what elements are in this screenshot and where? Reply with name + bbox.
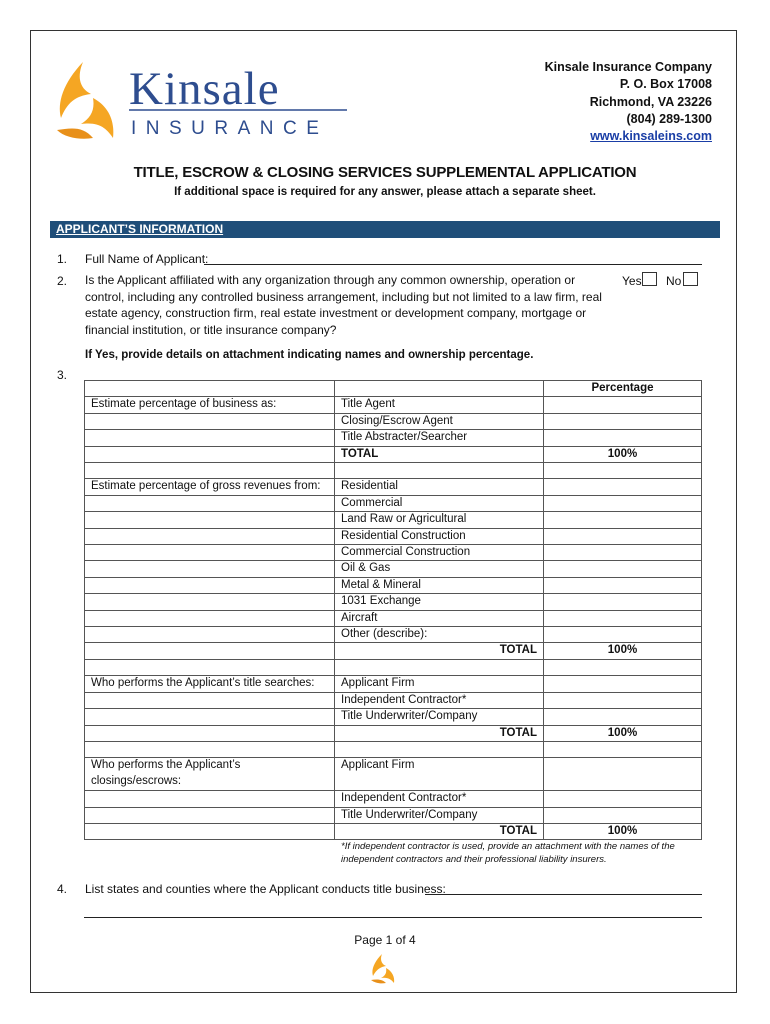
footer-logo-mark (368, 952, 402, 984)
table-row (85, 610, 702, 626)
logo-word-kinsale: Kinsale (129, 63, 280, 115)
kinsale-logo (53, 58, 353, 143)
q2-text: Is the Applicant affiliated with any organization through any common ownership, operation or control, including any controlled business arrangement, including but not limited to a law firm, real estate agency, construction firm, real estate investment or development company, mortgage or financial institution, or title insurance company? (85, 273, 602, 337)
revenue-item: Aircraft (335, 610, 544, 626)
revenue-item: Oil & Gas (335, 561, 544, 577)
document-title: TITLE, ESCROW & CLOSING SERVICES SUPPLEMENTAL APPLICATION (133, 164, 637, 181)
table-row (85, 594, 702, 610)
table-row (85, 512, 702, 528)
states-counties-field-line-2[interactable] (84, 917, 702, 918)
percentage-cell[interactable] (544, 577, 702, 593)
business-item: Closing/Escrow Agent (335, 413, 544, 429)
q2-yes-checkbox[interactable] (642, 272, 657, 286)
table-row (85, 659, 702, 675)
table-row (85, 807, 702, 823)
revenue-item: Other (describe): (335, 627, 544, 643)
table-row (85, 709, 702, 725)
revenue-item: Land Raw or Agricultural (335, 512, 544, 528)
closings-item: Independent Contractor* (335, 791, 544, 807)
percentage-cell[interactable] (544, 692, 702, 708)
business-percentage-table (84, 380, 702, 840)
business-total: 100% (544, 446, 702, 462)
searches-item: Independent Contractor* (335, 692, 544, 708)
q4-number: 4. (57, 882, 68, 896)
percentage-cell[interactable] (544, 545, 702, 561)
table-row (85, 545, 702, 561)
business-total-label: TOTAL (335, 446, 544, 462)
section-header-label: APPLICANT’S INFORMATION (56, 222, 224, 236)
table-row (85, 676, 702, 692)
searches-total-label: TOTAL (335, 725, 544, 741)
table-row (85, 823, 702, 839)
searches-label: Who performs the Applicant’s title searches: (85, 676, 335, 692)
percentage-cell[interactable] (544, 610, 702, 626)
states-counties-field[interactable] (425, 894, 702, 895)
table-row (85, 627, 702, 643)
percentage-cell[interactable] (544, 807, 702, 823)
header-percentage: Percentage (544, 381, 702, 397)
table-row (85, 692, 702, 708)
table-row (85, 479, 702, 495)
business-item: Title Abstracter/Searcher (335, 430, 544, 446)
percentage-cell[interactable] (544, 627, 702, 643)
company-website-link[interactable]: www.kinsaleins.com (590, 129, 712, 144)
business-label: Estimate percentage of business as: (85, 397, 335, 413)
footer-logo-icon (368, 952, 402, 984)
percentage-cell[interactable] (544, 528, 702, 544)
closings-item: Title Underwriter/Company (335, 807, 544, 823)
table-row (85, 643, 702, 659)
table-row (85, 528, 702, 544)
percentage-cell[interactable] (544, 758, 702, 791)
revenue-item: Commercial (335, 495, 544, 511)
revenue-item: Residential Construction (335, 528, 544, 544)
table-row (85, 446, 702, 462)
revenue-item: Commercial Construction (335, 545, 544, 561)
table-row (85, 725, 702, 741)
company-po-box: P. O. Box 17008 (619, 77, 712, 92)
percentage-cell[interactable] (544, 676, 702, 692)
applicant-name-field[interactable] (204, 264, 702, 265)
percentage-cell[interactable] (544, 413, 702, 429)
q2-no-checkbox[interactable] (683, 272, 698, 286)
business-item: Title Agent (335, 397, 544, 413)
company-name: Kinsale Insurance Company (544, 60, 712, 74)
revenue-item: Residential (335, 479, 544, 495)
table-row (85, 561, 702, 577)
closings-total-label: TOTAL (335, 823, 544, 839)
table-row (85, 577, 702, 593)
q1-number: 1. (57, 252, 68, 266)
percentage-cell[interactable] (544, 430, 702, 446)
percentage-cell[interactable] (544, 495, 702, 511)
q2-yes-label: Yes (622, 274, 642, 288)
percentage-cell[interactable] (544, 561, 702, 577)
percentage-cell[interactable] (544, 512, 702, 528)
revenue-total-label: TOTAL (335, 643, 544, 659)
company-city: Richmond, VA 23226 (589, 94, 712, 109)
revenue-item: Metal & Mineral (335, 577, 544, 593)
revenue-total: 100% (544, 643, 702, 659)
percentage-cell[interactable] (544, 594, 702, 610)
percentage-cell[interactable] (544, 397, 702, 413)
section-header-applicant-info (50, 221, 720, 238)
revenue-item: 1031 Exchange (335, 594, 544, 610)
searches-total: 100% (544, 725, 702, 741)
kinsale-logo-mark (53, 58, 353, 143)
table-row (85, 413, 702, 429)
searches-item: Applicant Firm (335, 676, 544, 692)
q1-label: Full Name of Applicant: (85, 252, 209, 266)
percentage-cell[interactable] (544, 709, 702, 725)
company-address (545, 59, 712, 145)
table-row (85, 791, 702, 807)
table-row (85, 741, 702, 757)
document-subtitle: If additional space is required for any answer, please attach a separate sheet. (174, 186, 596, 198)
table-row (85, 381, 702, 397)
closings-label: Who performs the Applicant’s closings/escrows: (85, 758, 335, 791)
table-row (85, 463, 702, 479)
logo-word-insurance: INSURANCE (131, 118, 329, 139)
closings-item: Applicant Firm (335, 758, 544, 791)
q4-label: List states and counties where the Applicant conducts title business: (85, 882, 446, 896)
page-number: Page 1 of 4 (354, 933, 416, 947)
table-row (85, 495, 702, 511)
percentage-cell[interactable] (544, 791, 702, 807)
q2-no-label: No (666, 274, 682, 288)
independent-contractor-footnote: *If independent contractor is used, provide an attachment with the names of the independent contractors and their professional liability insurers. (341, 841, 675, 865)
percentage-cell[interactable] (544, 479, 702, 495)
q2-number: 2. (57, 274, 68, 288)
q2-followup: If Yes, provide details on attachment indicating names and ownership percentage. (85, 349, 534, 361)
q3-number: 3. (57, 368, 68, 382)
table-row (85, 430, 702, 446)
closings-total: 100% (544, 823, 702, 839)
revenue-label: Estimate percentage of gross revenues from: (85, 479, 335, 495)
searches-item: Title Underwriter/Company (335, 709, 544, 725)
table-row (85, 397, 702, 413)
company-phone: (804) 289-1300 (626, 111, 712, 126)
